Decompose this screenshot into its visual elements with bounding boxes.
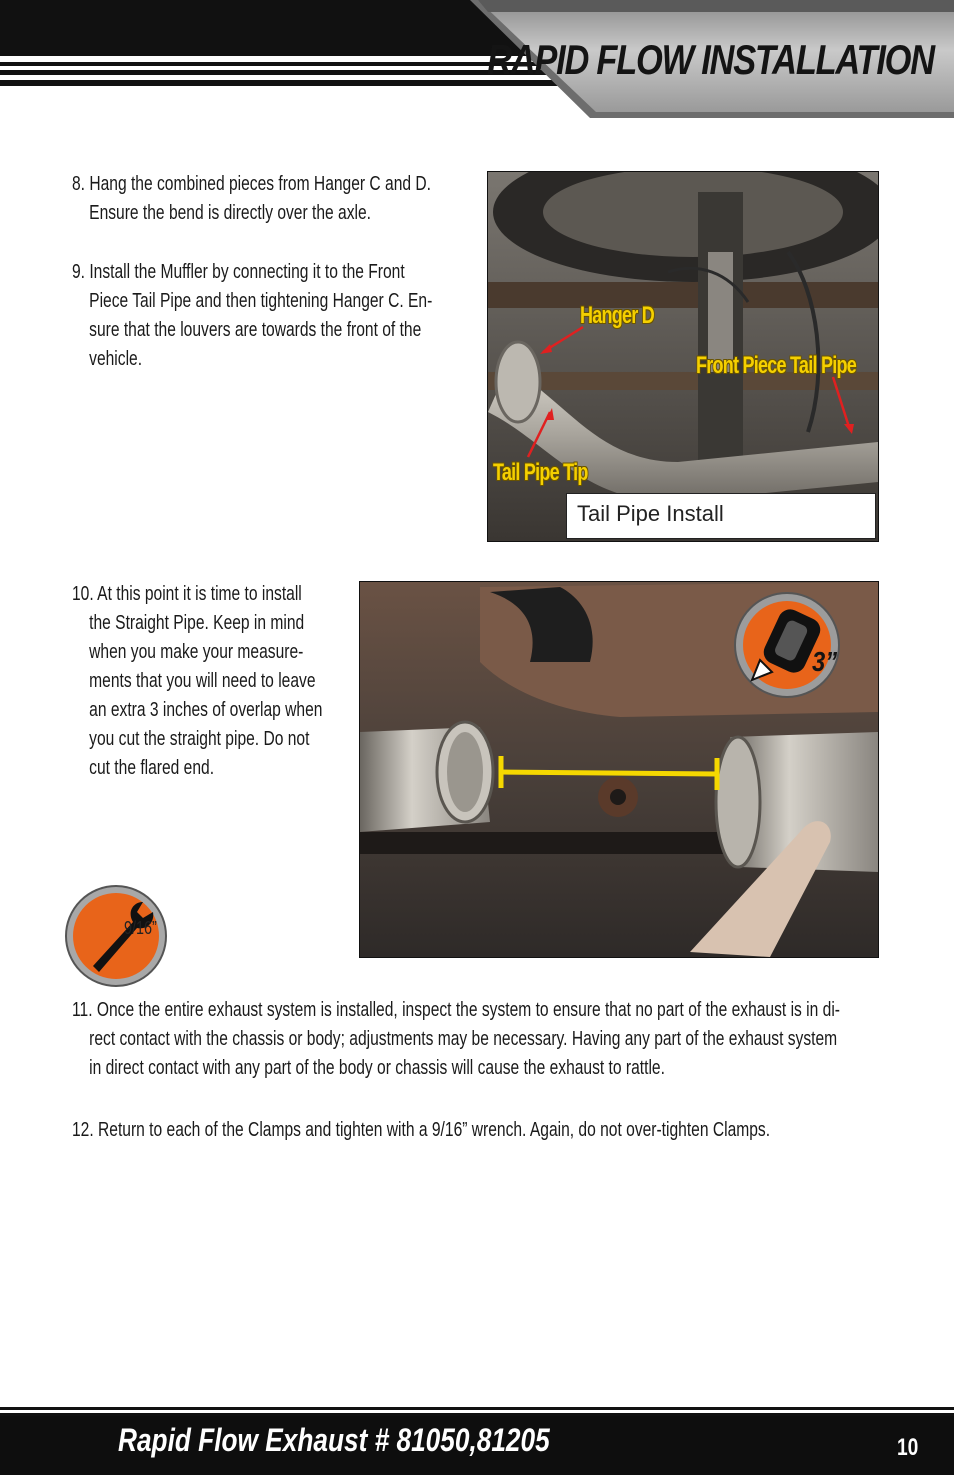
- tail-pipe-tip-label: Tail Pipe Tip: [493, 459, 588, 486]
- step-9: [72, 258, 457, 374]
- tail-pipe-install-photo: [487, 171, 879, 542]
- step-12: [72, 1116, 883, 1145]
- step-9-line-4: vehicle.: [89, 348, 143, 370]
- page-header-title: RAPID FLOW INSTALLATION: [487, 36, 934, 83]
- step-9-line-1: 9. Install the Muffler by connecting it to the Front: [72, 261, 405, 283]
- step-10-line-4: ments that you will need to leave: [89, 670, 316, 692]
- tape-measure-icon: [732, 590, 842, 700]
- front-piece-tail-pipe-label: Front Piece Tail Pipe: [696, 352, 856, 379]
- footer-title: Rapid Flow Exhaust # 81050,81205: [118, 1422, 550, 1458]
- step-12-line-1: 12. Return to each of the Clamps and tighten with a 9/16” wrench. Again, do not over-tighten Clamps.: [72, 1119, 771, 1141]
- step-9-line-3: sure that the louvers are towards the front of the: [89, 319, 422, 341]
- step-11-line-3: in direct contact with any part of the body or chassis will cause the exhaust to rattle.: [89, 1057, 665, 1079]
- measure-3-inch-label: 3”: [812, 646, 838, 677]
- page-number: 10: [897, 1434, 919, 1461]
- step-10-line-7: cut the flared end.: [89, 757, 215, 779]
- step-8-line-2: Ensure the bend is directly over the axle.: [89, 202, 371, 224]
- step-11-line-2: rect contact with the chassis or body; adjustments may be necessary. Having any part of the exhaust system: [89, 1028, 838, 1050]
- photo-caption: Tail Pipe Install: [577, 501, 724, 526]
- step-9-line-2: Piece Tail Pipe and then tightening Hanger C. En-: [89, 290, 433, 312]
- step-10-line-5: an extra 3 inches of overlap when: [89, 699, 323, 721]
- wrench-size-label: 9/16”: [124, 918, 157, 938]
- step-10-line-3: when you make your measure-: [89, 641, 304, 663]
- step-8: [72, 170, 462, 228]
- step-10: [72, 580, 345, 783]
- straight-pipe-measure-photo: [359, 581, 879, 958]
- step-10-line-1: 10. At this point it is time to install: [72, 583, 302, 605]
- measure-line: [501, 772, 717, 774]
- step-11: [72, 996, 883, 1083]
- photo-caption-box: [566, 493, 876, 539]
- step-10-line-2: the Straight Pipe. Keep in mind: [89, 612, 305, 634]
- step-11-line-1: 11. Once the entire exhaust system is installed, inspect the system to ensure that no part of the exhaust is in di-: [72, 999, 840, 1021]
- step-8-line-1: 8. Hang the combined pieces from Hanger C and D.: [72, 173, 431, 195]
- step-10-line-6: you cut the straight pipe. Do not: [89, 728, 310, 750]
- hanger-d-label: Hanger D: [580, 302, 655, 329]
